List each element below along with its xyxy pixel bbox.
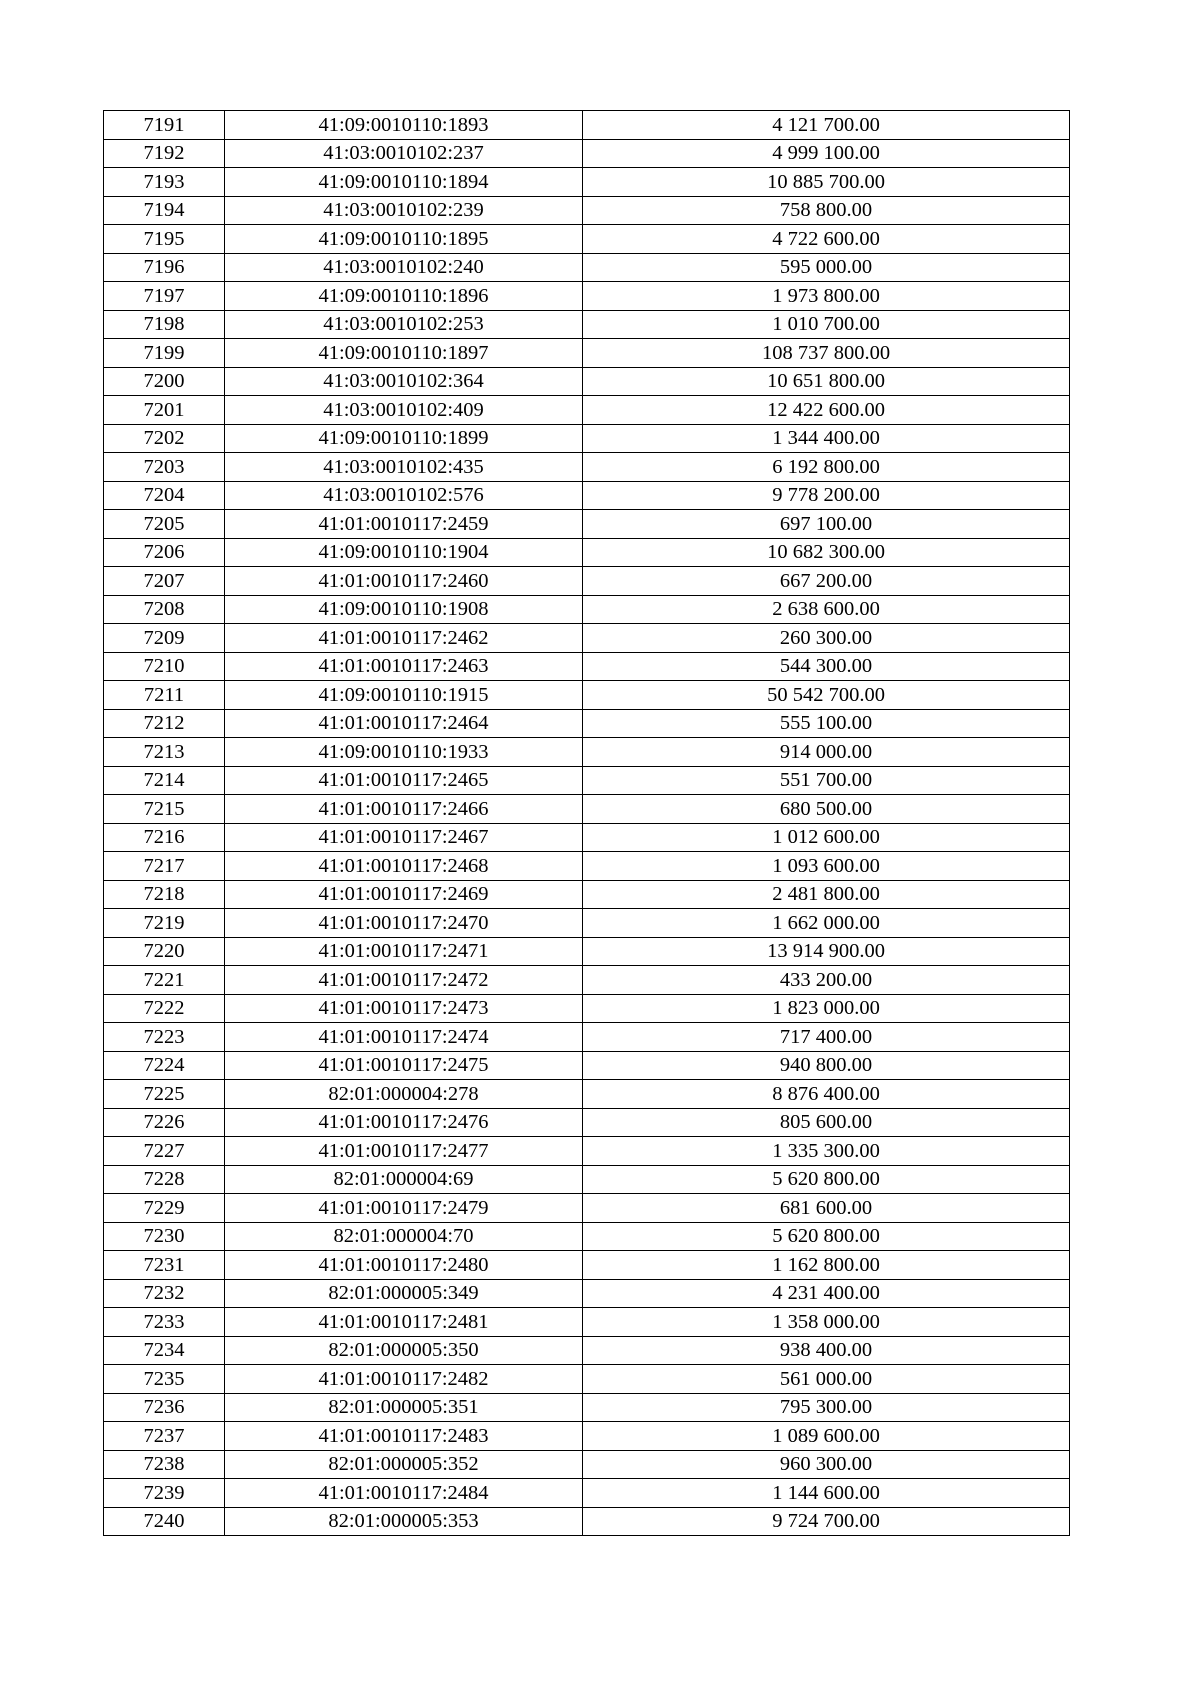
value-cell: 8 876 400.00 bbox=[583, 1080, 1070, 1109]
table-row bbox=[104, 424, 1070, 453]
table-row bbox=[104, 1108, 1070, 1137]
row-number-cell: 7196 bbox=[104, 253, 225, 282]
value-cell: 50 542 700.00 bbox=[583, 681, 1070, 710]
value-cell: 697 100.00 bbox=[583, 510, 1070, 539]
row-number-cell: 7221 bbox=[104, 966, 225, 995]
table-row bbox=[104, 168, 1070, 197]
row-number-cell: 7218 bbox=[104, 880, 225, 909]
table-row bbox=[104, 538, 1070, 567]
value-cell: 1 335 300.00 bbox=[583, 1137, 1070, 1166]
cadastral-number-cell: 41:01:0010117:2482 bbox=[225, 1365, 583, 1394]
cadastral-number-cell: 41:09:0010110:1896 bbox=[225, 282, 583, 311]
row-number-cell: 7220 bbox=[104, 937, 225, 966]
row-number-cell: 7237 bbox=[104, 1422, 225, 1451]
value-cell: 544 300.00 bbox=[583, 652, 1070, 681]
row-number-cell: 7225 bbox=[104, 1080, 225, 1109]
value-cell: 555 100.00 bbox=[583, 709, 1070, 738]
value-cell: 260 300.00 bbox=[583, 624, 1070, 653]
row-number-cell: 7211 bbox=[104, 681, 225, 710]
value-cell: 1 012 600.00 bbox=[583, 823, 1070, 852]
row-number-cell: 7229 bbox=[104, 1194, 225, 1223]
row-number-cell: 7201 bbox=[104, 396, 225, 425]
value-cell: 595 000.00 bbox=[583, 253, 1070, 282]
table-row bbox=[104, 196, 1070, 225]
row-number-cell: 7223 bbox=[104, 1023, 225, 1052]
row-number-cell: 7232 bbox=[104, 1279, 225, 1308]
row-number-cell: 7204 bbox=[104, 481, 225, 510]
value-cell: 10 885 700.00 bbox=[583, 168, 1070, 197]
row-number-cell: 7194 bbox=[104, 196, 225, 225]
row-number-cell: 7199 bbox=[104, 339, 225, 368]
value-cell: 960 300.00 bbox=[583, 1450, 1070, 1479]
value-cell: 1 662 000.00 bbox=[583, 909, 1070, 938]
cadastral-number-cell: 41:09:0010110:1895 bbox=[225, 225, 583, 254]
table-row bbox=[104, 937, 1070, 966]
table-row bbox=[104, 339, 1070, 368]
row-number-cell: 7207 bbox=[104, 567, 225, 596]
value-cell: 108 737 800.00 bbox=[583, 339, 1070, 368]
table-row bbox=[104, 1080, 1070, 1109]
table-row bbox=[104, 823, 1070, 852]
table-row bbox=[104, 1479, 1070, 1508]
table-row bbox=[104, 1165, 1070, 1194]
cadastral-number-cell: 41:09:0010110:1899 bbox=[225, 424, 583, 453]
cadastral-number-cell: 41:09:0010110:1897 bbox=[225, 339, 583, 368]
row-number-cell: 7226 bbox=[104, 1108, 225, 1137]
cadastral-number-cell: 82:01:000004:70 bbox=[225, 1222, 583, 1251]
row-number-cell: 7233 bbox=[104, 1308, 225, 1337]
table-row bbox=[104, 1051, 1070, 1080]
value-cell: 561 000.00 bbox=[583, 1365, 1070, 1394]
table-row bbox=[104, 738, 1070, 767]
table-row bbox=[104, 367, 1070, 396]
table-body bbox=[104, 111, 1070, 1536]
cadastral-number-cell: 82:01:000005:351 bbox=[225, 1393, 583, 1422]
row-number-cell: 7217 bbox=[104, 852, 225, 881]
cadastral-number-cell: 82:01:000004:278 bbox=[225, 1080, 583, 1109]
table-row bbox=[104, 1251, 1070, 1280]
cadastral-number-cell: 41:01:0010117:2460 bbox=[225, 567, 583, 596]
cadastral-number-cell: 41:01:0010117:2476 bbox=[225, 1108, 583, 1137]
value-cell: 914 000.00 bbox=[583, 738, 1070, 767]
cadastral-number-cell: 41:01:0010117:2475 bbox=[225, 1051, 583, 1080]
cadastral-number-cell: 41:01:0010117:2484 bbox=[225, 1479, 583, 1508]
value-cell: 1 973 800.00 bbox=[583, 282, 1070, 311]
cadastral-number-cell: 41:01:0010117:2459 bbox=[225, 510, 583, 539]
cadastral-number-cell: 41:01:0010117:2462 bbox=[225, 624, 583, 653]
cadastral-number-cell: 41:01:0010117:2470 bbox=[225, 909, 583, 938]
row-number-cell: 7230 bbox=[104, 1222, 225, 1251]
row-number-cell: 7235 bbox=[104, 1365, 225, 1394]
value-cell: 9 724 700.00 bbox=[583, 1507, 1070, 1536]
cadastral-number-cell: 82:01:000005:352 bbox=[225, 1450, 583, 1479]
cadastral-number-cell: 82:01:000005:349 bbox=[225, 1279, 583, 1308]
value-cell: 6 192 800.00 bbox=[583, 453, 1070, 482]
table-row bbox=[104, 1023, 1070, 1052]
table-row bbox=[104, 595, 1070, 624]
cadastral-number-cell: 41:01:0010117:2467 bbox=[225, 823, 583, 852]
row-number-cell: 7228 bbox=[104, 1165, 225, 1194]
table-row bbox=[104, 1222, 1070, 1251]
table-row bbox=[104, 139, 1070, 168]
value-cell: 10 651 800.00 bbox=[583, 367, 1070, 396]
row-number-cell: 7193 bbox=[104, 168, 225, 197]
value-cell: 681 600.00 bbox=[583, 1194, 1070, 1223]
value-cell: 9 778 200.00 bbox=[583, 481, 1070, 510]
table-row bbox=[104, 1137, 1070, 1166]
value-cell: 2 638 600.00 bbox=[583, 595, 1070, 624]
value-cell: 940 800.00 bbox=[583, 1051, 1070, 1080]
table-row bbox=[104, 510, 1070, 539]
row-number-cell: 7213 bbox=[104, 738, 225, 767]
row-number-cell: 7210 bbox=[104, 652, 225, 681]
cadastral-number-cell: 41:01:0010117:2480 bbox=[225, 1251, 583, 1280]
table-row bbox=[104, 396, 1070, 425]
value-cell: 667 200.00 bbox=[583, 567, 1070, 596]
cadastral-number-cell: 41:01:0010117:2465 bbox=[225, 766, 583, 795]
cadastral-number-cell: 41:01:0010117:2473 bbox=[225, 994, 583, 1023]
cadastral-number-cell: 41:03:0010102:409 bbox=[225, 396, 583, 425]
value-cell: 717 400.00 bbox=[583, 1023, 1070, 1052]
cadastral-number-cell: 41:09:0010110:1908 bbox=[225, 595, 583, 624]
cadastral-number-cell: 41:03:0010102:364 bbox=[225, 367, 583, 396]
value-cell: 13 914 900.00 bbox=[583, 937, 1070, 966]
row-number-cell: 7239 bbox=[104, 1479, 225, 1508]
table-row bbox=[104, 225, 1070, 254]
table-row bbox=[104, 1393, 1070, 1422]
row-number-cell: 7231 bbox=[104, 1251, 225, 1280]
cadastral-number-cell: 41:01:0010117:2471 bbox=[225, 937, 583, 966]
cadastral-number-cell: 41:09:0010110:1915 bbox=[225, 681, 583, 710]
row-number-cell: 7198 bbox=[104, 310, 225, 339]
cadastral-number-cell: 41:09:0010110:1933 bbox=[225, 738, 583, 767]
table-row bbox=[104, 453, 1070, 482]
table-row bbox=[104, 1507, 1070, 1536]
table-row bbox=[104, 852, 1070, 881]
cadastral-number-cell: 41:03:0010102:253 bbox=[225, 310, 583, 339]
table-row bbox=[104, 1450, 1070, 1479]
row-number-cell: 7205 bbox=[104, 510, 225, 539]
table-row bbox=[104, 310, 1070, 339]
table-row bbox=[104, 481, 1070, 510]
cadastral-number-cell: 41:09:0010110:1904 bbox=[225, 538, 583, 567]
cadastral-number-cell: 41:01:0010117:2477 bbox=[225, 1137, 583, 1166]
value-cell: 2 481 800.00 bbox=[583, 880, 1070, 909]
value-cell: 1 358 000.00 bbox=[583, 1308, 1070, 1337]
table-row bbox=[104, 994, 1070, 1023]
value-cell: 4 231 400.00 bbox=[583, 1279, 1070, 1308]
value-cell: 12 422 600.00 bbox=[583, 396, 1070, 425]
cadastral-number-cell: 41:01:0010117:2464 bbox=[225, 709, 583, 738]
table-row bbox=[104, 681, 1070, 710]
cadastral-number-cell: 41:01:0010117:2474 bbox=[225, 1023, 583, 1052]
cadastral-number-cell: 82:01:000005:353 bbox=[225, 1507, 583, 1536]
value-cell: 795 300.00 bbox=[583, 1393, 1070, 1422]
table-row bbox=[104, 1422, 1070, 1451]
value-cell: 4 999 100.00 bbox=[583, 139, 1070, 168]
table-row bbox=[104, 966, 1070, 995]
table-row bbox=[104, 282, 1070, 311]
cadastral-number-cell: 41:03:0010102:435 bbox=[225, 453, 583, 482]
table-row bbox=[104, 1194, 1070, 1223]
table-row bbox=[104, 766, 1070, 795]
cadastral-number-cell: 41:09:0010110:1893 bbox=[225, 111, 583, 140]
cadastral-number-cell: 41:01:0010117:2472 bbox=[225, 966, 583, 995]
value-cell: 551 700.00 bbox=[583, 766, 1070, 795]
table-row bbox=[104, 567, 1070, 596]
table-row bbox=[104, 795, 1070, 824]
cadastral-number-cell: 41:03:0010102:576 bbox=[225, 481, 583, 510]
value-cell: 1 093 600.00 bbox=[583, 852, 1070, 881]
table-row bbox=[104, 1365, 1070, 1394]
row-number-cell: 7222 bbox=[104, 994, 225, 1023]
value-cell: 4 121 700.00 bbox=[583, 111, 1070, 140]
table-row bbox=[104, 909, 1070, 938]
table-row bbox=[104, 709, 1070, 738]
table-row bbox=[104, 1308, 1070, 1337]
table-row bbox=[104, 624, 1070, 653]
table-row bbox=[104, 652, 1070, 681]
cadastral-number-cell: 41:03:0010102:239 bbox=[225, 196, 583, 225]
row-number-cell: 7240 bbox=[104, 1507, 225, 1536]
cadastral-number-cell: 41:03:0010102:240 bbox=[225, 253, 583, 282]
value-cell: 4 722 600.00 bbox=[583, 225, 1070, 254]
cadastral-number-cell: 41:01:0010117:2468 bbox=[225, 852, 583, 881]
row-number-cell: 7238 bbox=[104, 1450, 225, 1479]
row-number-cell: 7212 bbox=[104, 709, 225, 738]
row-number-cell: 7214 bbox=[104, 766, 225, 795]
value-cell: 1 162 800.00 bbox=[583, 1251, 1070, 1280]
value-cell: 1 344 400.00 bbox=[583, 424, 1070, 453]
cadastral-number-cell: 41:01:0010117:2466 bbox=[225, 795, 583, 824]
value-cell: 1 089 600.00 bbox=[583, 1422, 1070, 1451]
row-number-cell: 7191 bbox=[104, 111, 225, 140]
row-number-cell: 7208 bbox=[104, 595, 225, 624]
cadastral-number-cell: 41:01:0010117:2479 bbox=[225, 1194, 583, 1223]
cadastral-number-cell: 41:01:0010117:2481 bbox=[225, 1308, 583, 1337]
cadastral-number-cell: 41:01:0010117:2469 bbox=[225, 880, 583, 909]
cadastral-number-cell: 41:03:0010102:237 bbox=[225, 139, 583, 168]
value-cell: 5 620 800.00 bbox=[583, 1165, 1070, 1194]
row-number-cell: 7216 bbox=[104, 823, 225, 852]
cadastral-number-cell: 41:01:0010117:2483 bbox=[225, 1422, 583, 1451]
cadastral-number-cell: 82:01:000005:350 bbox=[225, 1336, 583, 1365]
row-number-cell: 7197 bbox=[104, 282, 225, 311]
row-number-cell: 7200 bbox=[104, 367, 225, 396]
value-cell: 758 800.00 bbox=[583, 196, 1070, 225]
row-number-cell: 7206 bbox=[104, 538, 225, 567]
row-number-cell: 7192 bbox=[104, 139, 225, 168]
row-number-cell: 7227 bbox=[104, 1137, 225, 1166]
table-row bbox=[104, 1279, 1070, 1308]
value-cell: 1 144 600.00 bbox=[583, 1479, 1070, 1508]
row-number-cell: 7236 bbox=[104, 1393, 225, 1422]
table-row bbox=[104, 880, 1070, 909]
row-number-cell: 7203 bbox=[104, 453, 225, 482]
table-row bbox=[104, 111, 1070, 140]
row-number-cell: 7195 bbox=[104, 225, 225, 254]
row-number-cell: 7202 bbox=[104, 424, 225, 453]
value-cell: 433 200.00 bbox=[583, 966, 1070, 995]
value-cell: 1 823 000.00 bbox=[583, 994, 1070, 1023]
row-number-cell: 7224 bbox=[104, 1051, 225, 1080]
row-number-cell: 7215 bbox=[104, 795, 225, 824]
row-number-cell: 7234 bbox=[104, 1336, 225, 1365]
value-cell: 5 620 800.00 bbox=[583, 1222, 1070, 1251]
table-row bbox=[104, 253, 1070, 282]
table-row bbox=[104, 1336, 1070, 1365]
cadastral-value-table bbox=[103, 110, 1070, 1536]
cadastral-number-cell: 41:09:0010110:1894 bbox=[225, 168, 583, 197]
value-cell: 680 500.00 bbox=[583, 795, 1070, 824]
cadastral-number-cell: 82:01:000004:69 bbox=[225, 1165, 583, 1194]
row-number-cell: 7209 bbox=[104, 624, 225, 653]
cadastral-number-cell: 41:01:0010117:2463 bbox=[225, 652, 583, 681]
row-number-cell: 7219 bbox=[104, 909, 225, 938]
value-cell: 10 682 300.00 bbox=[583, 538, 1070, 567]
value-cell: 1 010 700.00 bbox=[583, 310, 1070, 339]
value-cell: 805 600.00 bbox=[583, 1108, 1070, 1137]
value-cell: 938 400.00 bbox=[583, 1336, 1070, 1365]
